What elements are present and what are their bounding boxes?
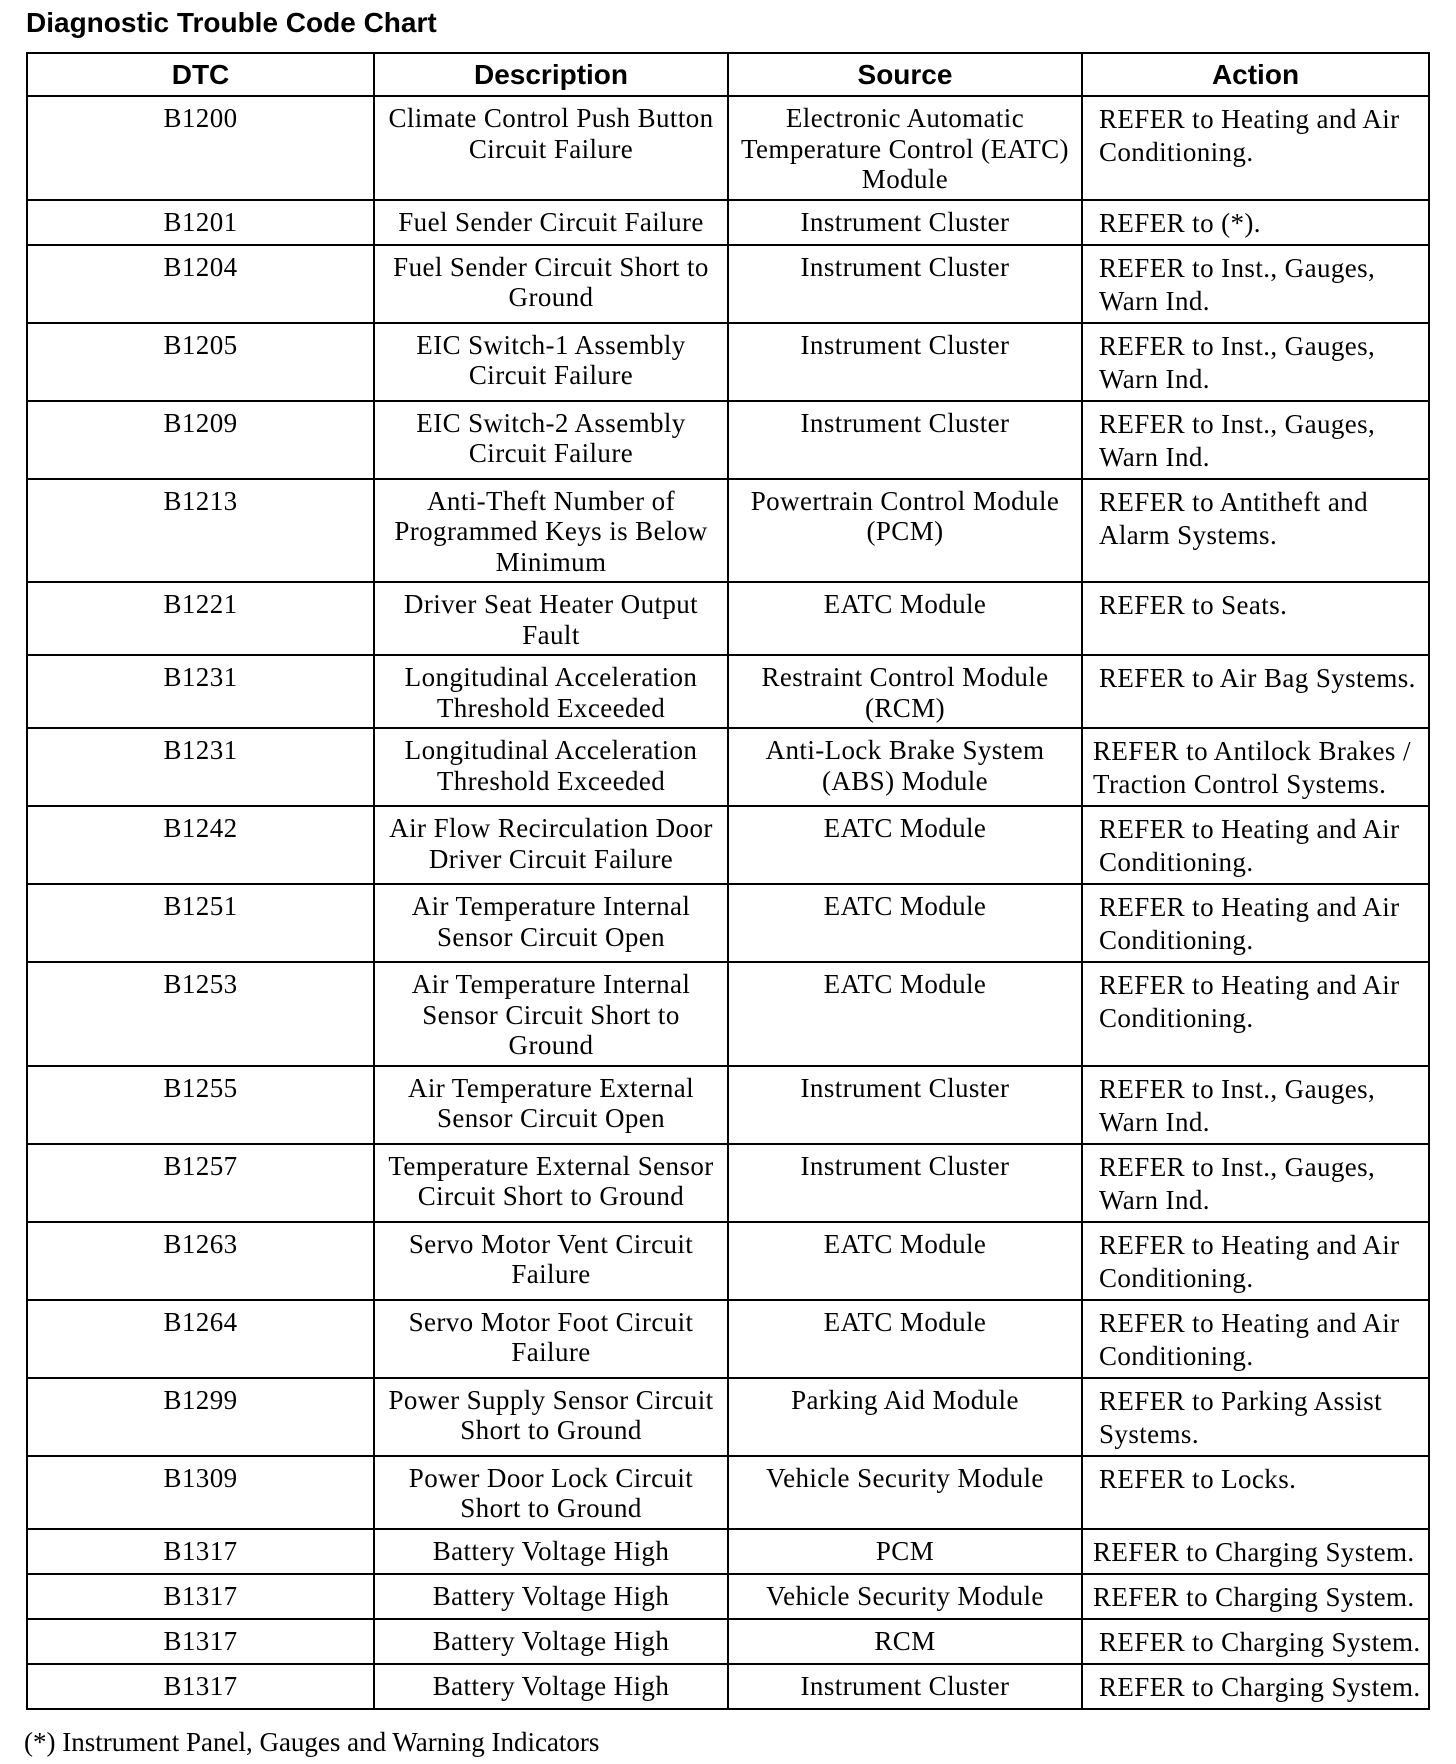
dtc-table — [26, 52, 1430, 1710]
table-row — [27, 200, 1429, 245]
column-header-action: Action — [1082, 53, 1429, 96]
dtc-action: REFER to Heating and Air Conditioning. — [1082, 96, 1429, 200]
dtc-description: EIC Switch-1 Assembly Circuit Failure — [374, 323, 728, 401]
column-header-description: Description — [374, 53, 728, 96]
table-row — [27, 962, 1429, 1066]
dtc-source: Instrument Cluster — [728, 1144, 1082, 1222]
dtc-code: B1317 — [27, 1529, 374, 1574]
dtc-source: Restraint Control Module (RCM) — [728, 655, 1082, 728]
dtc-description: Air Flow Recirculation Door Driver Circuit Failure — [374, 806, 728, 884]
dtc-code: B1255 — [27, 1066, 374, 1144]
dtc-code: B1231 — [27, 728, 374, 806]
dtc-code: B1205 — [27, 323, 374, 401]
table-row — [27, 1222, 1429, 1300]
dtc-description: Power Door Lock Circuit Short to Ground — [374, 1456, 728, 1529]
dtc-description: Servo Motor Foot Circuit Failure — [374, 1300, 728, 1378]
dtc-action: REFER to Heating and Air Conditioning. — [1082, 884, 1429, 962]
dtc-action: REFER to Inst., Gauges, Warn Ind. — [1082, 323, 1429, 401]
dtc-action: REFER to Inst., Gauges, Warn Ind. — [1082, 1066, 1429, 1144]
dtc-action: REFER to Charging System. — [1082, 1619, 1429, 1664]
dtc-description: Driver Seat Heater Output Fault — [374, 582, 728, 655]
dtc-action: REFER to Inst., Gauges, Warn Ind. — [1082, 1144, 1429, 1222]
dtc-description: Battery Voltage High — [374, 1574, 728, 1619]
dtc-action: REFER to Inst., Gauges, Warn Ind. — [1082, 245, 1429, 323]
dtc-action: REFER to Heating and Air Conditioning. — [1082, 1300, 1429, 1378]
dtc-description: Fuel Sender Circuit Failure — [374, 200, 728, 245]
table-row — [27, 1378, 1429, 1456]
dtc-code: B1299 — [27, 1378, 374, 1456]
dtc-source: EATC Module — [728, 962, 1082, 1066]
dtc-source: RCM — [728, 1619, 1082, 1664]
dtc-description: Battery Voltage High — [374, 1664, 728, 1709]
dtc-code: B1257 — [27, 1144, 374, 1222]
dtc-action: REFER to (*). — [1082, 200, 1429, 245]
dtc-code: B1213 — [27, 479, 374, 583]
dtc-description: Air Temperature Internal Sensor Circuit Short to Ground — [374, 962, 728, 1066]
dtc-description: Longitudinal Acceleration Threshold Exceeded — [374, 655, 728, 728]
dtc-source: EATC Module — [728, 806, 1082, 884]
dtc-code: B1317 — [27, 1574, 374, 1619]
dtc-action: REFER to Antilock Brakes / Traction Control Systems. — [1082, 728, 1429, 806]
dtc-description: Longitudinal Acceleration Threshold Exceeded — [374, 728, 728, 806]
dtc-code: B1263 — [27, 1222, 374, 1300]
dtc-source: Vehicle Security Module — [728, 1574, 1082, 1619]
dtc-source: Instrument Cluster — [728, 401, 1082, 479]
dtc-code: B1221 — [27, 582, 374, 655]
dtc-source: EATC Module — [728, 884, 1082, 962]
dtc-description: Battery Voltage High — [374, 1619, 728, 1664]
dtc-description: Servo Motor Vent Circuit Failure — [374, 1222, 728, 1300]
dtc-description: Fuel Sender Circuit Short to Ground — [374, 245, 728, 323]
table-row — [27, 1574, 1429, 1619]
table-row — [27, 401, 1429, 479]
dtc-source: PCM — [728, 1529, 1082, 1574]
table-row — [27, 1300, 1429, 1378]
dtc-source: EATC Module — [728, 582, 1082, 655]
dtc-code: B1264 — [27, 1300, 374, 1378]
column-header-source: Source — [728, 53, 1082, 96]
dtc-description: EIC Switch-2 Assembly Circuit Failure — [374, 401, 728, 479]
dtc-action: REFER to Antitheft and Alarm Systems. — [1082, 479, 1429, 583]
dtc-description: Battery Voltage High — [374, 1529, 728, 1574]
dtc-source: Instrument Cluster — [728, 323, 1082, 401]
dtc-action: REFER to Heating and Air Conditioning. — [1082, 962, 1429, 1066]
table-row — [27, 245, 1429, 323]
dtc-code: B1209 — [27, 401, 374, 479]
dtc-code: B1231 — [27, 655, 374, 728]
dtc-code: B1309 — [27, 1456, 374, 1529]
dtc-description: Climate Control Push Button Circuit Failure — [374, 96, 728, 200]
footnote: (*) Instrument Panel, Gauges and Warning Indicators — [24, 1727, 600, 1757]
dtc-source: EATC Module — [728, 1222, 1082, 1300]
dtc-action: REFER to Locks. — [1082, 1456, 1429, 1529]
dtc-code: B1201 — [27, 200, 374, 245]
dtc-source: Electronic Automatic Temperature Control (EATC) Module — [728, 96, 1082, 200]
table-header-row — [27, 53, 1429, 96]
dtc-description: Anti-Theft Number of Programmed Keys is Below Minimum — [374, 479, 728, 583]
dtc-source: Instrument Cluster — [728, 245, 1082, 323]
table-row — [27, 1664, 1429, 1709]
dtc-code: B1317 — [27, 1619, 374, 1664]
table-row — [27, 582, 1429, 655]
column-header-dtc: DTC — [27, 53, 374, 96]
table-row — [27, 655, 1429, 728]
dtc-action: REFER to Charging System. — [1082, 1529, 1429, 1574]
dtc-code: B1242 — [27, 806, 374, 884]
page-title: Diagnostic Trouble Code Chart — [26, 7, 437, 38]
table-row — [27, 96, 1429, 200]
dtc-action: REFER to Charging System. — [1082, 1574, 1429, 1619]
dtc-description: Power Supply Sensor Circuit Short to Ground — [374, 1378, 728, 1456]
table-row — [27, 806, 1429, 884]
table-row — [27, 1529, 1429, 1574]
table-row — [27, 1456, 1429, 1529]
table-row — [27, 884, 1429, 962]
table-row — [27, 728, 1429, 806]
dtc-source: Instrument Cluster — [728, 200, 1082, 245]
table-row — [27, 1619, 1429, 1664]
table-row — [27, 323, 1429, 401]
dtc-action: REFER to Charging System. — [1082, 1664, 1429, 1709]
dtc-source: Instrument Cluster — [728, 1066, 1082, 1144]
dtc-description: Air Temperature Internal Sensor Circuit Open — [374, 884, 728, 962]
table-row — [27, 1144, 1429, 1222]
table-row — [27, 479, 1429, 583]
dtc-source: Powertrain Control Module (PCM) — [728, 479, 1082, 583]
dtc-action: REFER to Heating and Air Conditioning. — [1082, 806, 1429, 884]
dtc-action: REFER to Heating and Air Conditioning. — [1082, 1222, 1429, 1300]
dtc-action: REFER to Air Bag Systems. — [1082, 655, 1429, 728]
dtc-source: Vehicle Security Module — [728, 1456, 1082, 1529]
dtc-action: REFER to Seats. — [1082, 582, 1429, 655]
dtc-source: Instrument Cluster — [728, 1664, 1082, 1709]
dtc-source: Parking Aid Module — [728, 1378, 1082, 1456]
dtc-code: B1253 — [27, 962, 374, 1066]
dtc-action: REFER to Parking Assist Systems. — [1082, 1378, 1429, 1456]
dtc-description: Temperature External Sensor Circuit Short to Ground — [374, 1144, 728, 1222]
dtc-code: B1251 — [27, 884, 374, 962]
dtc-code: B1204 — [27, 245, 374, 323]
dtc-action: REFER to Inst., Gauges, Warn Ind. — [1082, 401, 1429, 479]
dtc-code: B1317 — [27, 1664, 374, 1709]
dtc-source: Anti-Lock Brake System (ABS) Module — [728, 728, 1082, 806]
dtc-description: Air Temperature External Sensor Circuit Open — [374, 1066, 728, 1144]
table-row — [27, 1066, 1429, 1144]
dtc-code: B1200 — [27, 96, 374, 200]
dtc-source: EATC Module — [728, 1300, 1082, 1378]
